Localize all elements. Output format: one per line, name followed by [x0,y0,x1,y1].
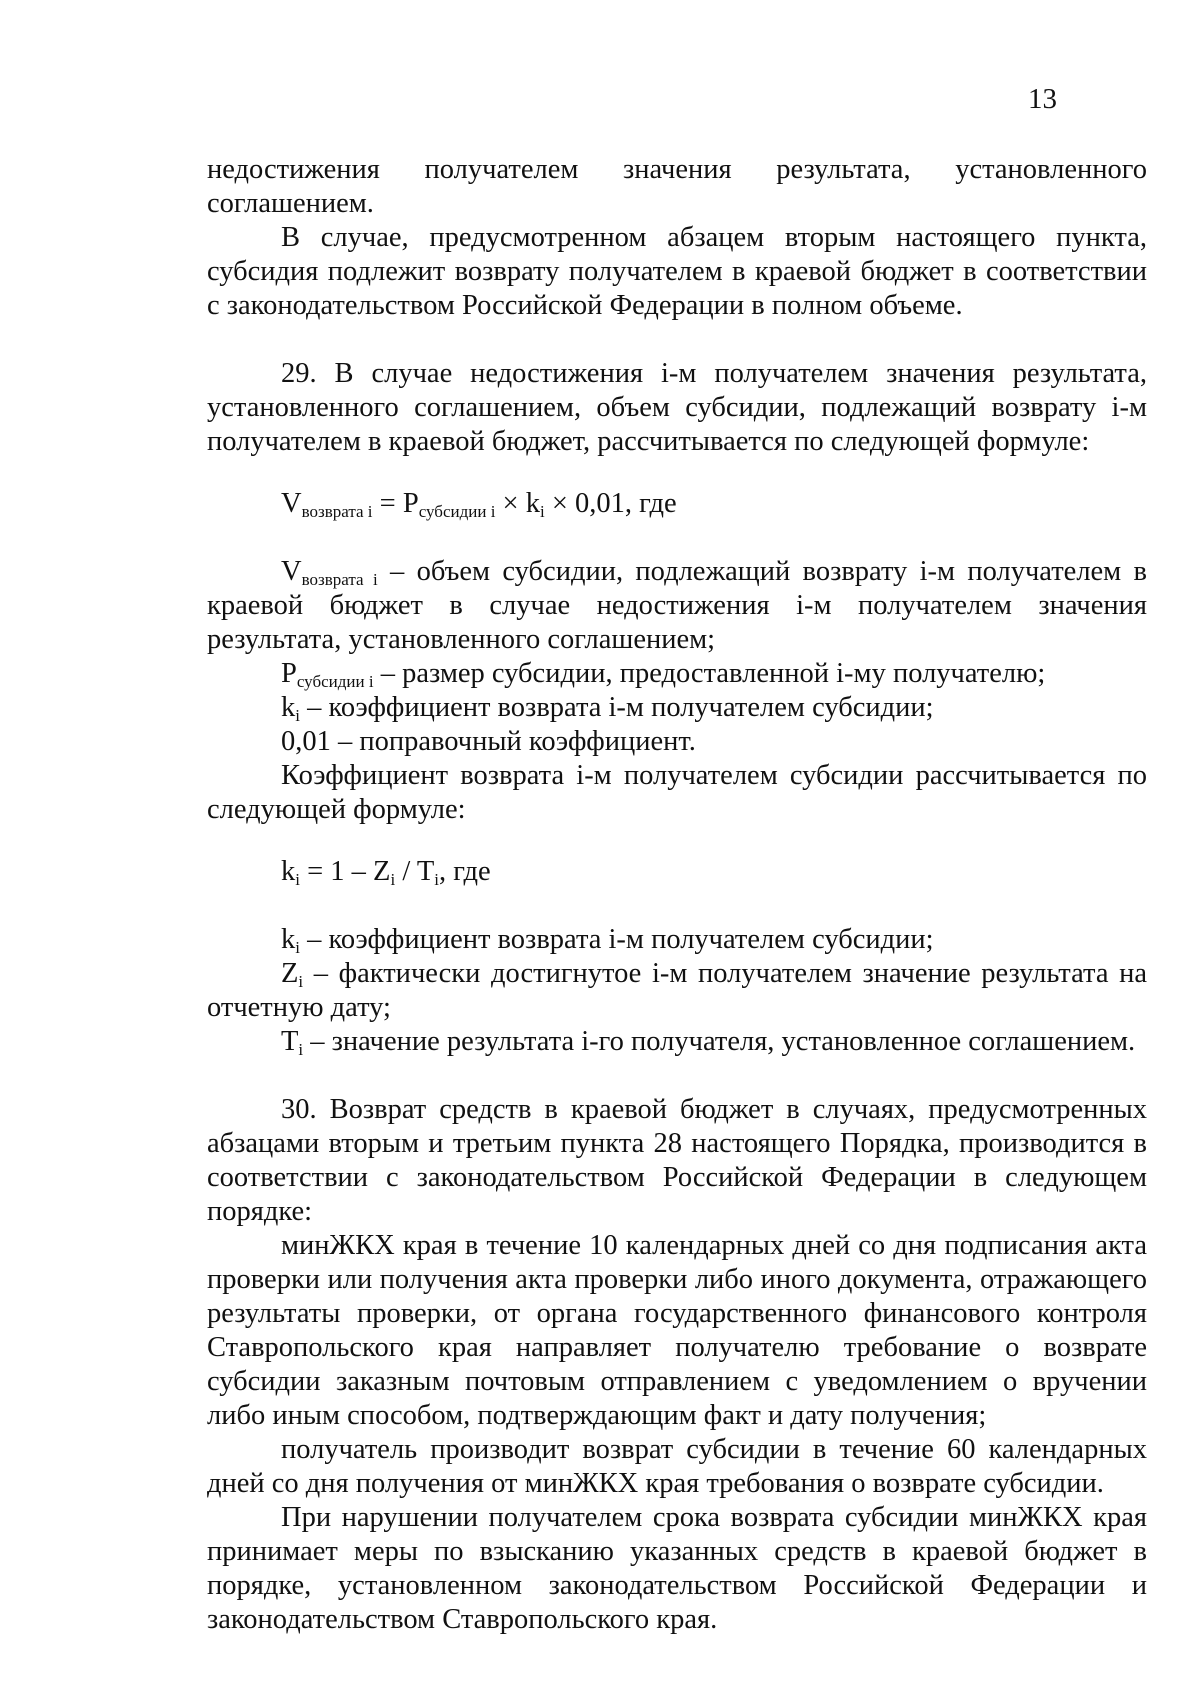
paragraph-continuation: недостижения получателем значения результата, установленного соглашением. [207,154,1147,219]
formula-coefficient: $k_i = 1 - Z_i / T_i$, где [281,856,491,889]
paragraph-recipient-refund: получатель производит возврат субсидии в течение 60 календарных дней со дня получения от минЖКХ края требования о возврате субсидии. [207,1434,1147,1499]
paragraph-violation-measures: При нарушении получателем срока возврата субсидии минЖКХ края принимает меры по взысканию указанных средств в краевой бюджет в порядке, установленном законодательством Российской Федерации и законодательством Ставропольского края. [207,1502,1147,1635]
paragraph-coefficient-intro: Коэффициент возврата i-м получателем субсидии рассчитывается по следующей формуле: [207,760,1147,825]
definition-v: $V_{возврата i}$ – объем субсидии, подлежащий возврату i-м получателем в краевой бюджет в случае недостижения i-м получателем значения результата, установленного соглашением; [207,556,1147,655]
definition-k2: $k_i$ – коэффициент возврата i-м получателем субсидии; [281,924,934,957]
document-body [207,153,1147,1637]
paragraph-item-29: 29. В случае недостижения i-м получателем значения результата, установленного соглашением, объем субсидии, подлежащий возврату i-м получателем в краевой бюджет, рассчитывается по следующей формуле: [207,358,1147,457]
definition-t: $T_i$ – значение результата i-го получателя, установленное соглашением. [281,1026,1136,1059]
formula-refund-volume: $V_{возврата i} = P_{субсидии i} \times k_i \times 0,01$, где [281,488,677,521]
paragraph-minzhkh-requirement: минЖКХ края в течение 10 календарных дней со дня подписания акта проверки или получения акта проверки либо иного документа, отражающего результаты проверки, от органа государственного финансового контроля Ставропольского края направляет получателю требование о возврате субсидии заказным почтовым отправлением с уведомлением о вручении либо иным способом, подтверждающим факт и дату получения; [207,1230,1147,1431]
paragraph-refund-full: В случае, предусмотренном абзацем вторым настоящего пункта, субсидия подлежит возврату получателем в краевой бюджет в соответствии с законодательством Российской Федерации в полном объеме. [207,222,1147,321]
page-number: 13 [1028,83,1057,115]
definition-z: $Z_i$ – фактически достигнутое i-м получателем значение результата на отчетную дату; [207,958,1147,1023]
definition-k: $k_i$ – коэффициент возврата i-м получателем субсидии; [281,692,934,725]
definition-p: $P_{субсидии i}$ – размер субсидии, предоставленной i-му получателю; [281,658,1046,691]
definition-coefficient: 0,01 – поправочный коэффициент. [281,726,696,757]
paragraph-item-30: 30. Возврат средств в краевой бюджет в случаях, предусмотренных абзацами вторым и третьим пункта 28 настоящего Порядка, производится в соответствии с законодательством Российской Федерации в следующем порядке: [207,1094,1147,1227]
